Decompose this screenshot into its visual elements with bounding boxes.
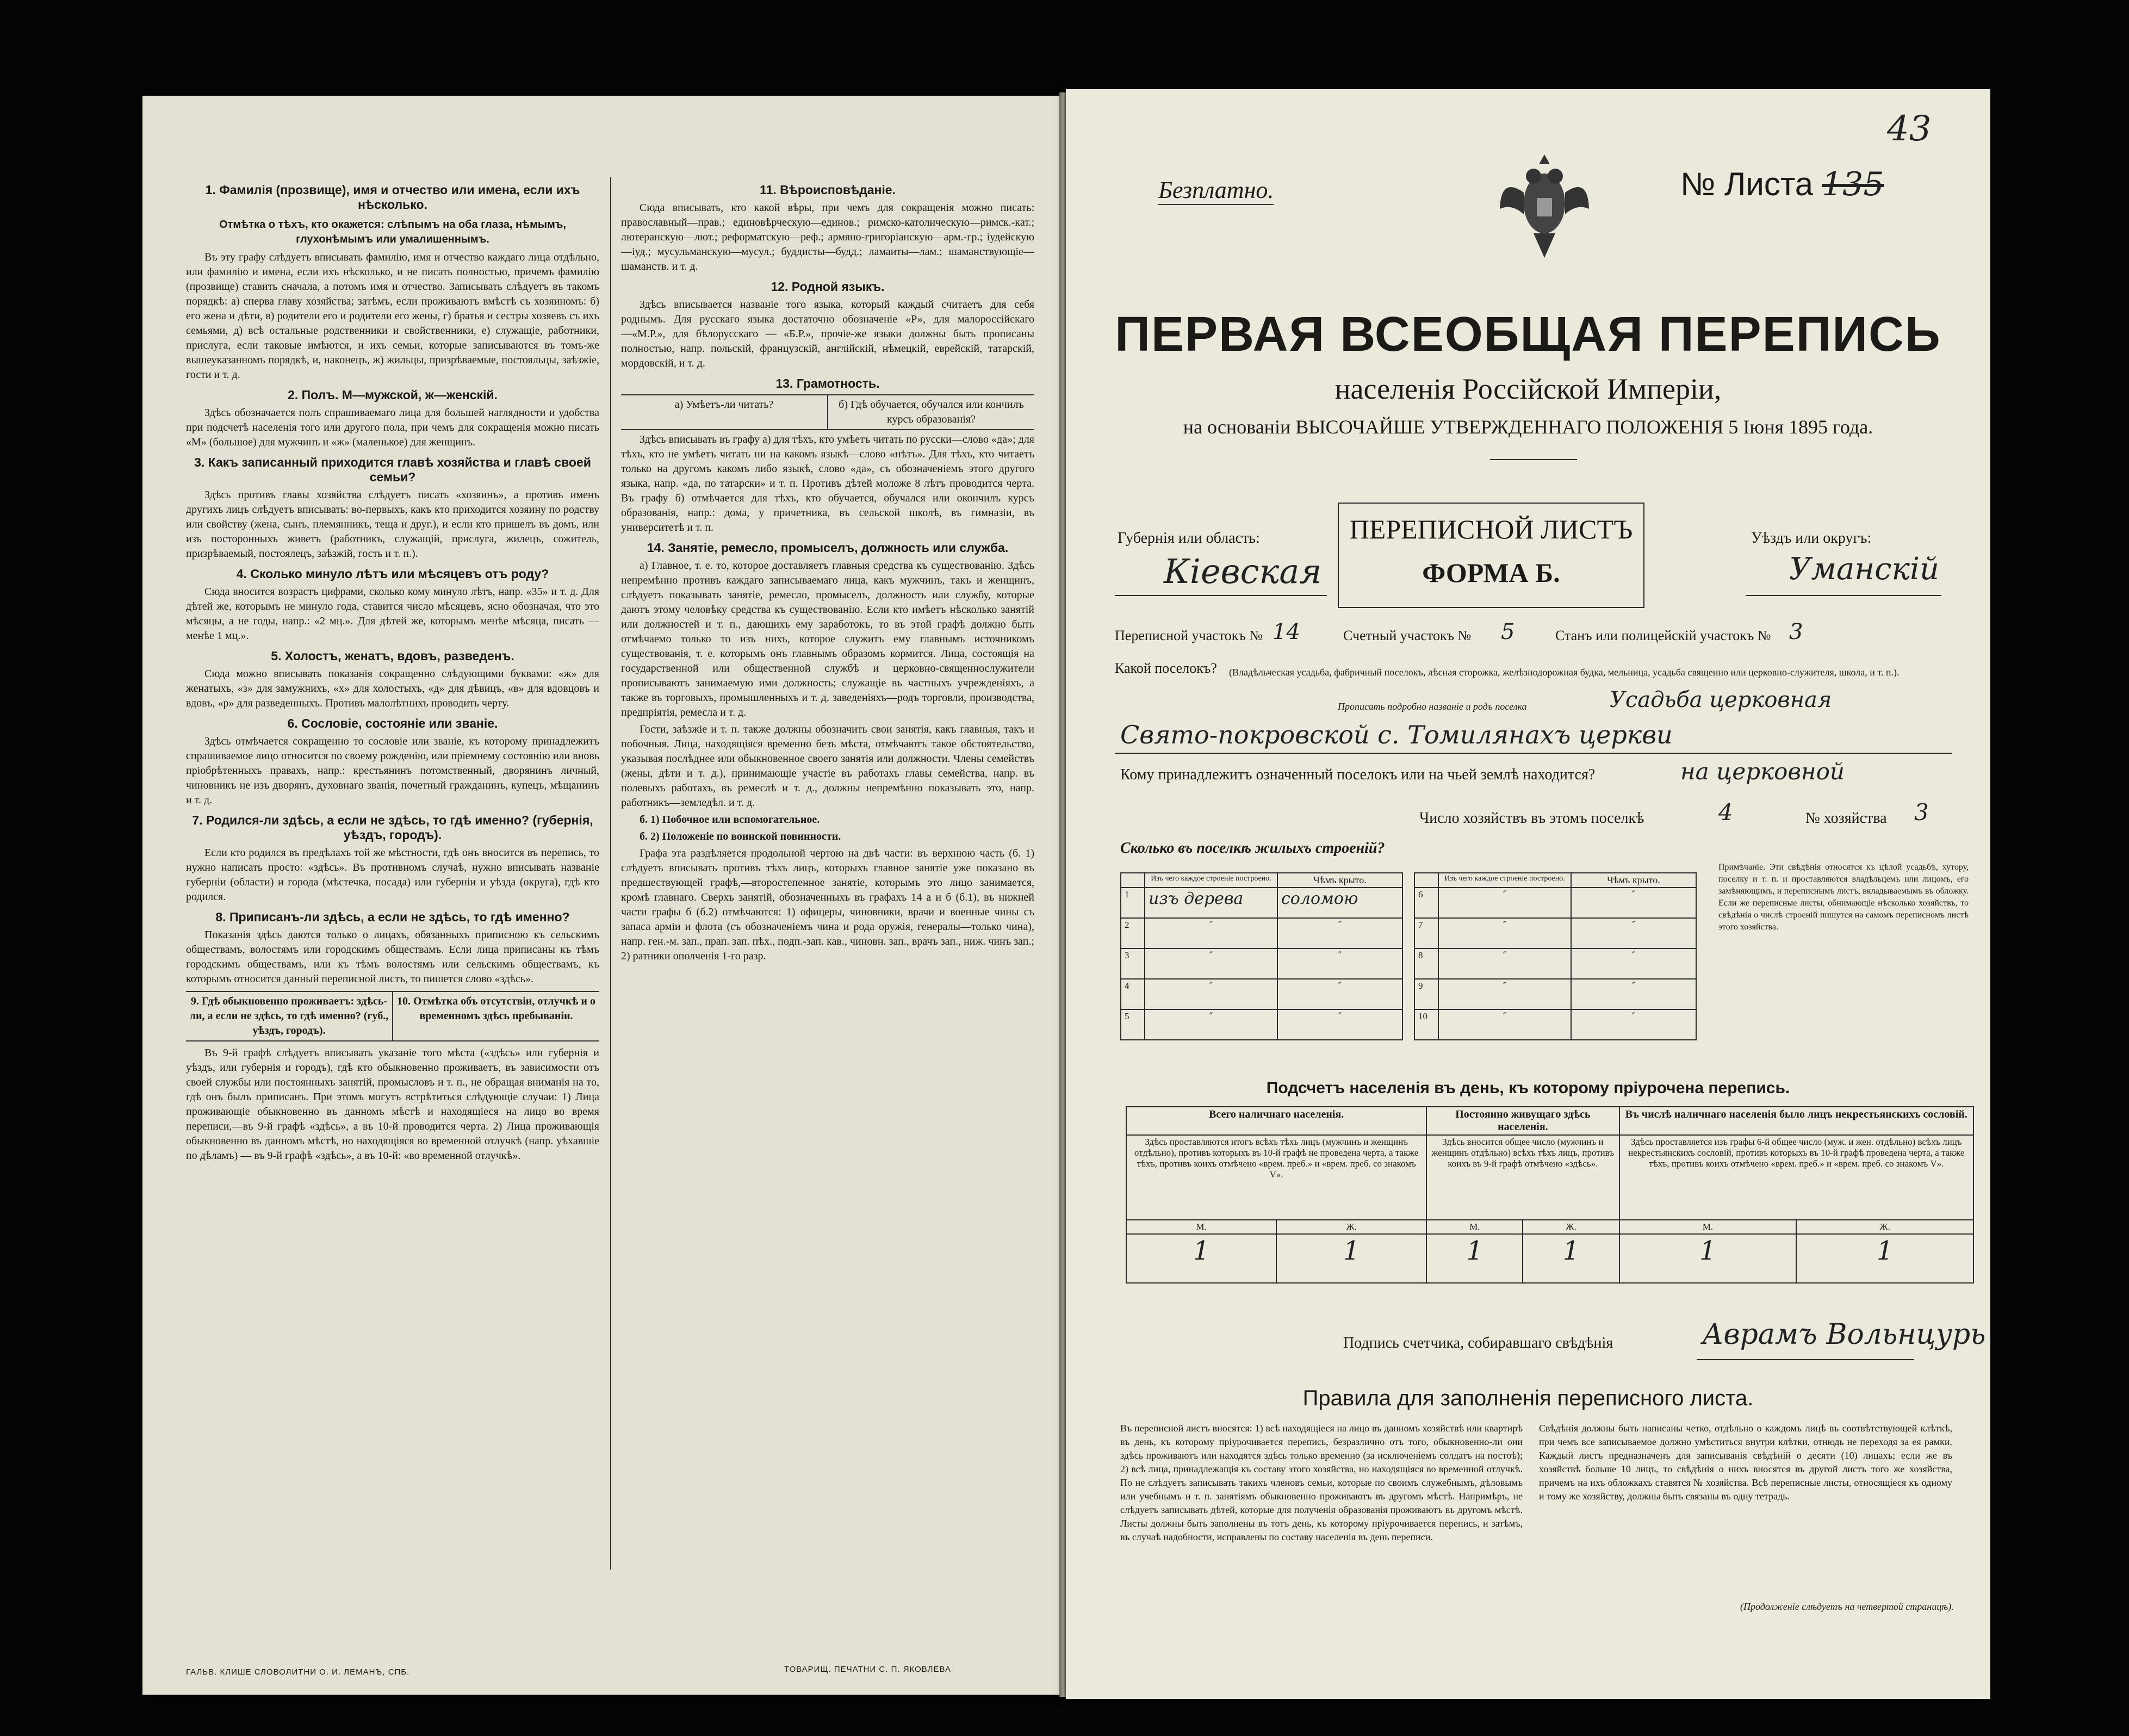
section-8-heading: 8. Приписанъ-ли здѣсь, а если не здѣсь, то гдѣ именно?	[215, 910, 570, 924]
section-1-heading: 1. Фамилія (прозвище), имя и отчество или имена, если ихъ нѣсколько.	[205, 183, 580, 212]
stan-label: Станъ или полицейскій участокъ №	[1555, 628, 1771, 643]
bld-material[interactable]: изъ дерева	[1145, 888, 1277, 918]
section-7-heading: 7. Родился-ли здѣсь, а если не здѣсь, то гдѣ именно? (губернія, уѣздъ, городъ).	[192, 813, 593, 842]
left-page-instructions	[142, 96, 1062, 1695]
bld-material[interactable]: ″	[1145, 1009, 1277, 1040]
owner-label: Кому принадлежитъ означенный поселокъ или на чьей землѣ находится?	[1120, 766, 1596, 783]
bld-roof[interactable]: ″	[1571, 1009, 1696, 1040]
instructions-column-2	[621, 177, 1034, 966]
count-desc-3: Здѣсь проставляется изъ графы 6-й общее число (муж. и жен. отдѣльно) всѣхъ лицъ некрестьянскихъ сословій, противъ которыхъ въ 10-й графѣ проведена черта, а также тѣхъ, противъ коихъ отмѣчено «врем. преб.» и «врем. преб. со знакомъ V».	[1619, 1135, 1973, 1220]
form-label: ФОРМА Б.	[1422, 557, 1560, 588]
households-value[interactable]: 4	[1718, 799, 1733, 826]
buildings-remark: Примѣчаніе. Эти свѣдѣнія относятся къ цѣлой усадьбѣ, хутору, поселку и т. п. и проставляются владѣльцемъ или лицомъ, его замѣняющимъ, и переписнымъ листъ, вкладываемымъ въ обложку. Если же переписные листы, обнимающіе нѣсколько хозяйствъ, то свѣдѣнія о числѣ строеній пишутся на самомъ переписномъ листѣ этого хозяйства.	[1718, 863, 1969, 932]
bld-material[interactable]: ″	[1145, 918, 1277, 948]
settlement-line	[1115, 753, 1952, 754]
bld-col1-header: Изъ чего каждое строеніе построено.	[1145, 873, 1277, 888]
table-row	[1414, 979, 1696, 1009]
section-13-heading: 13. Грамотность.	[775, 376, 880, 390]
sheet-number-label: № Листа	[1680, 166, 1814, 202]
households-label: Число хозяйствъ въ этомъ поселкѣ	[1419, 810, 1644, 827]
zh-label: Ж.	[1276, 1220, 1426, 1234]
rules-title: Правила для заполненія переписного листа.	[1302, 1386, 1754, 1410]
bld-material[interactable]: ″	[1438, 948, 1571, 979]
signature-line	[1697, 1359, 1914, 1360]
right-page-census-form	[1066, 89, 1990, 1699]
m-label: М.	[1426, 1220, 1523, 1234]
free-label: Безплатно.	[1158, 176, 1274, 205]
section-6-text: Здѣсь отмѣчается сокращенно то сословіе или званіе, къ которому принадлежитъ спрашиваемое лицо относится по своему рожденію, или пріемнему состоянію или вновь пріобрѣтенныхъ правахъ, напр.: крестьянинъ потомственный, дворянинъ личный, чиновникъ не изъ дворянъ, духовнаго званія, почетный гражданинъ, купецъ, мѣщанинъ и т. д.	[186, 735, 599, 806]
count-value-z-2[interactable]: 1	[1523, 1234, 1619, 1283]
table-row	[1414, 888, 1696, 918]
bld-material[interactable]: ″	[1438, 979, 1571, 1009]
count-district-label: Счетный участокъ №	[1343, 628, 1472, 643]
signature-label: Подпись счетчика, собиравшаго свѣдѣнія	[1343, 1335, 1613, 1351]
bld-row-number: 3	[1121, 948, 1145, 979]
bld-roof[interactable]: ″	[1571, 918, 1696, 948]
section-13b: б) Гдѣ обучается, обучался или кончилъ курсъ образованія?	[839, 399, 1024, 425]
section-13-text: Здѣсь вписывать въ графу а) для тѣхъ, кто умѣетъ читать по русски—слово «да»; для тѣхъ, кто не умѣетъ читать ни на какомъ языкѣ—слово «нѣтъ». Для тѣхъ, кто читаетъ только на другомъ какомъ либо языкѣ, слово «да», съ обозначеніемъ этого другого языка, напр. «да, по татарски» и т. п. Противъ дѣтей моложе 8 лѣтъ проводится черта. Въ графу б) отмѣчается для тѣхъ, кто обучается, обучался или окончилъ курсъ образованія, напр.: дома, у причетника, въ сельской школѣ, въ гимназіи, въ университетѣ и т. п.	[621, 433, 1034, 534]
bld-roof[interactable]: ″	[1277, 918, 1402, 948]
form-subtitle: населенія Россійской Имперіи,	[1334, 373, 1722, 405]
section-13-subheader	[621, 394, 1034, 430]
household-no-label: № хозяйства	[1805, 810, 1887, 827]
section-4-heading: 4. Сколько минуло лѣтъ или мѣсяцевъ отъ роду?	[236, 567, 549, 581]
bld-material[interactable]: ″	[1438, 918, 1571, 948]
table-row	[1121, 979, 1402, 1009]
section-11-text: Сюда вписывать, кто какой вѣры, при чемъ для сокращенія можно писать: православный—прав.; единовѣрческую—единов.; римско-католическую—римск.-кат.; лютеранскую—лют.; реформатскую—реф.; армяно-григоріанскую—арм.-гр.; іудейскую—іуд.; мусульманскую—мусул.; буддисты—будд.; ламаиты—лам.; шаманствующіе—шаманств. и т. д.	[621, 202, 1034, 272]
household-no-value[interactable]: 3	[1914, 799, 1929, 826]
table-row	[1414, 918, 1696, 948]
form-basis: на основаніи ВЫСОЧАЙШЕ УТВЕРЖДЕННАГО ПОЛОЖЕНІЯ 5 Іюня 1895 года.	[1183, 416, 1873, 438]
section-6-heading: 6. Сословіе, состояніе или званіе.	[287, 716, 498, 730]
settlement-hint: (Владѣльческая усадьба, фабричный поселокъ, лѣсная сторожка, желѣзнодорожная будка, мельница, усадьба священно или церковно-служителя, школа, и т. п.).	[1229, 667, 1900, 678]
uezd-value[interactable]: Уманскiй	[1789, 551, 1939, 587]
section-9-10-header	[186, 991, 599, 1041]
table-row	[1121, 948, 1402, 979]
buildings-table-left	[1120, 872, 1403, 1040]
bld-roof[interactable]: ″	[1277, 1009, 1402, 1040]
stan-value[interactable]: 3	[1789, 619, 1803, 644]
district-value[interactable]: 14	[1273, 619, 1300, 644]
section-2-text: Здѣсь обозначается полъ спрашиваемаго лица для большей наглядности и удобства при подсчетѣ населенія того или другого пола, при чемъ для сокращенія можно писать «М» (большое) для мужчинъ и «ж» (маленькое) для женщинъ.	[186, 407, 599, 448]
gubernia-label: Губернія или область:	[1118, 530, 1260, 547]
table-row	[1414, 1009, 1696, 1040]
rules-continued: (Продолженіе слѣдуетъ на четвертой страницѣ).	[1740, 1601, 1954, 1612]
section-5-text: Сюда можно вписывать показанія сокращенно слѣдующими буквами: «ж» для женатыхъ, «з» для замужнихъ, «х» для холостыхъ, «д» для дѣвицъ, «в» для вдовцовъ и вдовъ, «р» для разведенныхъ. Противъ малолѣтнихъ проводить черту.	[186, 668, 599, 709]
section-14-b2: б. 2) Положеніе по воинской повинности.	[640, 830, 841, 842]
section-10-heading: 10. Отмѣтка объ отсутствіи, отлучкѣ и о временномъ здѣсь пребываніи.	[397, 995, 595, 1022]
section-9-heading: 9. Гдѣ обыкновенно проживаетъ: здѣсь-ли, а если не здѣсь, то гдѣ именно? (губ., уѣздъ, городъ).	[186, 992, 393, 1040]
section-8-text: Показанія здѣсь даются только о лицахъ, обязанныхъ приписною къ сельскимъ обществамъ, волостямъ или городскимъ обществамъ. Если лица приписаны къ тѣмъ городскимъ обществамъ, или къ тѣмъ волостямъ или сельскимъ обществамъ, къ которымъ относится данный переписной листъ, то пишется слово «здѣсь».	[186, 929, 599, 985]
bld-col2-header: Чѣмъ крыто.	[1277, 873, 1402, 888]
imperial-eagle-icon	[1495, 144, 1593, 263]
uezd-label: Уѣздъ или округъ:	[1751, 530, 1872, 547]
bld-row-number: 7	[1414, 918, 1438, 948]
population-count-table	[1126, 1106, 1974, 1284]
bld-roof[interactable]: ″	[1277, 948, 1402, 979]
table-row	[1121, 888, 1402, 918]
sheet-number-handwritten: 43	[1887, 109, 1932, 149]
count-header-1: Всего наличнаго населенія.	[1126, 1107, 1426, 1135]
bld-row-number: 9	[1414, 979, 1438, 1009]
bld-roof[interactable]: ″	[1277, 979, 1402, 1009]
section-14-text: а) Главное, т. е. то, которое доставляетъ главныя средства къ существованію. Здѣсь непремѣнно противъ каждаго записываемаго лица, какъ мужчинъ, такъ и женщинъ, слѣдуетъ показывать занятіе, ремесло, промыселъ, должность или службу, которые даютъ этому человѣку средства къ существованію. Если кто имѣетъ нѣсколько занятій или должностей и т. п., дающихъ ему заработокъ, то въ этой графѣ должно быть отмѣчаемо только то изъ нихъ, которое служитъ ему главнымъ источникомъ существованія, т. е. которымъ онъ главнымъ образомъ кормится. Лица, состоящія на государственной или общественной службѣ и церковно-священнослужители прописываютъ занимаемую ими должность; служащіе въ частныхъ учрежденіяхъ, а также въ торговыхъ, промышленныхъ и т. д. заведеніяхъ—родъ торговли, производства, предпріятія, ремесла и т. д.	[621, 560, 1034, 718]
bld-row-number: 2	[1121, 918, 1145, 948]
settlement-label: Какой поселокъ?	[1115, 660, 1217, 676]
bld-material[interactable]: ″	[1438, 888, 1571, 918]
sheet-title: ПЕРЕПИСНОЙ ЛИСТЪ	[1349, 514, 1633, 544]
section-14-text-2: Гости, заѣзжіе и т. п. также должны обозначить свои занятія, какъ главныя, такъ и побочныя. Лица, находящіяся временно безъ мѣста, отмѣчаютъ такое обстоятельство, указывая послѣднее или обыкновенное своего занятія или должности. Члены семействъ (жены, дѣти и т. д.), принимающіе участіе въ работахъ главы семейства, напр. въ полевыхъ работахъ, въ ремеслѣ и т. д., должны непремѣнно показывать это, напр. работникъ—земледѣл. и т. д.	[621, 723, 1034, 809]
owner-value[interactable]: на церковной	[1680, 758, 1845, 785]
section-14-heading: 14. Занятіе, ремесло, промыселъ, должность или служба.	[647, 541, 1009, 555]
section-2-heading: 2. Полъ. М—мужской, ж—женскій.	[288, 388, 498, 402]
count-title: Подсчетъ населенія въ день, къ которому пріурочена перепись.	[1266, 1079, 1790, 1097]
bld-row-number: 10	[1414, 1009, 1438, 1040]
count-value-z-3[interactable]: 1	[1796, 1234, 1973, 1283]
rules-left: Въ переписной листъ вносятся: 1) всѣ находящіеся на лицо въ данномъ хозяйствѣ или квартирѣ въ день, къ которому пріурочивается перепись, безразлично отъ того, обыкновенно-ли они здѣсь проживаютъ или находятся здѣсь только временно (за исключеніемъ солдатъ на постоѣ); 2) всѣ лица, принадлежащія къ составу этого хозяйства, но находящіяся во временной отлучкѣ. По не слѣдуетъ записывать такихъ членовъ семьи, которые по своимъ служебнымъ, дѣловымъ или учебнымъ и т. п. занятіямъ обыкновенно проживаютъ въ другомъ мѣстѣ. Напримѣръ, не слѣдуетъ записывать дѣтей, которые для полученія образованія проживаютъ въ другомъ мѣстѣ. Листы должны быть заполнены въ тотъ день, къ которому пріурочивается перепись, и затѣмъ, въ случаѣ надобности, исправлены по составу населенія въ день переписи.	[1120, 1423, 1523, 1542]
bld-row-number: 4	[1121, 979, 1145, 1009]
table-row	[1121, 1009, 1402, 1040]
section-12-heading: 12. Родной языкъ.	[771, 280, 885, 294]
section-1-text: Въ эту графу слѣдуетъ вписывать фамилію, имя и отчество каждаго лица отдѣльно, или фамилію и имена, если ихъ нѣсколько, и не писать полностью, причемъ фамилію (прозвище) ставить сначала, а потомъ имя и отчество. Записывать слѣдуетъ въ такомъ порядкѣ: а) сперва главу хозяйства; затѣмъ, если проживаютъ вмѣстѣ съ хозяиномъ: б) его жена и дѣти, в) родители его и родители его жены, г) братья и сестры хозяевъ съ ихъ семьями, д) всѣ остальные родственники и свойственники, е) служащіе, работники, прислуга, если таковые имѣются, и ихъ семьи, которые записываются въ томъ-же вышеуказанномъ порядкѣ, и, наконецъ, ж) жильцы, призрѣваемые, постояльцы, заѣзжіе, гости и т. д.	[186, 251, 599, 381]
bld-row-number: 6	[1414, 888, 1438, 918]
section-4-text: Сюда вносится возрастъ цифрами, сколько кому минуло лѣтъ, напр. «35» и т. д. Для дѣтей же, которымъ не минуло года, ставится число мѣсяцевъ, ясно обозначая, что это мѣсяцы, а не годы, напр.: «2 мц.». Для дѣтей же, которымъ менѣе мѣсяца, писать —менѣе 1 мц.».	[186, 586, 599, 642]
bld-material[interactable]: ″	[1438, 1009, 1571, 1040]
column-divider	[610, 177, 611, 1570]
buildings-label: Сколько въ поселкѣ жилыхъ строеній?	[1120, 840, 1385, 857]
section-13a: а) Умѣетъ-ли читать?	[621, 395, 828, 429]
bld-roof[interactable]: ″	[1571, 979, 1696, 1009]
section-7-text: Если кто родился въ предѣлахъ той же мѣстности, гдѣ онъ вносится въ перепись, то нужно написать просто: «здѣсь». Въ противномъ случаѣ, нужно вписывать названіе губерніи (области) и города (мѣстечка, посада) или губерніи и уѣзда (округа), гдѣ кто родился.	[186, 847, 599, 903]
section-14-text-3: Графа эта раздѣляется продольной чертою на двѣ части: въ верхнюю часть (б. 1) слѣдуетъ вписывать противъ тѣхъ лицъ, которыхъ главное занятіе уже показано въ предшествующей графѣ,—второстепенное занятіе, которымъ это лицо занимается, кромѣ главнаго. Сверхъ занятій, обозначенныхъ въ графахъ 14 а и б (б.1), въ нижней части графы б (б.2) отмѣчаются: 1) офицеры, чиновники, врачи и военные чины съ запаса арміи и флота (съ обозначеніемъ чина и рода оружія, генералы—только чина), напр. ген.-м. зап., прап. зап. пѣх., подп.-зап. кав., чиновн. зап., врачъ зап., ниж. чинъ зап.; 2) ратники ополченія 1-го разр.	[621, 847, 1034, 962]
m-label: М.	[1126, 1220, 1276, 1234]
count-desc-2: Здѣсь вносится общее число (мужчинъ и женщинъ отдѣльно) всѣхъ тѣхъ лицъ, противъ коихъ въ 9-й графѣ отмѣчено «здѣсь».	[1426, 1135, 1619, 1220]
table-row	[1121, 918, 1402, 948]
count-value-z-1[interactable]: 1	[1276, 1234, 1426, 1283]
count-desc-1: Здѣсь проставляются итогъ всѣхъ тѣхъ лицъ (мужчинъ и женщинъ отдѣльно), противъ которыхъ въ 10-й графѣ не проведена черта, а также тѣхъ, противъ коихъ отмѣчено «врем. преб.» и «врем. преб. со знакомъ V».	[1126, 1135, 1426, 1220]
count-header-2: Постоянно живущаго здѣсь населенія.	[1426, 1107, 1619, 1135]
settlement-hint-2: Прописать подробно названіе и родъ поселка	[1338, 701, 1527, 712]
buildings-table-right	[1414, 872, 1697, 1040]
settlement-value[interactable]: Усадьба церковная	[1610, 687, 1832, 712]
bld-row-number: 5	[1121, 1009, 1145, 1040]
zh-label: Ж.	[1796, 1220, 1973, 1234]
form-title: ПЕРВАЯ ВСЕОБЩАЯ ПЕРЕПИСЬ	[1115, 307, 1941, 362]
section-11-heading: 11. Вѣроисповѣданіе.	[760, 183, 896, 197]
section-12-text: Здѣсь вписывается названіе того языка, который каждый считаетъ для себя роднымъ. Для русскаго языка достаточно обозначеніе «Р», для малороссійскаго—«М.Р.», для бѣлорусскаго — «Б.Р.», прочіе-же языки должны быть прописаны полностью, напр. польскій, французскій, англійскій, нѣмецкій, еврейскій, татарскій, мордовскій, и т. д.	[621, 299, 1034, 369]
section-3-heading: 3. Какъ записанный приходится главѣ хозяйства и главѣ своей семьи?	[194, 455, 591, 484]
bld-material[interactable]: ″	[1145, 979, 1277, 1009]
district-label: Переписной участокъ №	[1115, 628, 1263, 643]
bld-row-number: 1	[1121, 888, 1145, 918]
settlement-value-2[interactable]: Свято-покровской с. Томилянахъ церкви	[1120, 720, 1673, 749]
gubernia-line	[1115, 595, 1327, 596]
bld-roof[interactable]: соломою	[1277, 888, 1402, 918]
section-5-heading: 5. Холостъ, женатъ, вдовъ, разведенъ.	[271, 649, 514, 663]
zh-label: Ж.	[1523, 1220, 1619, 1234]
uezd-line	[1746, 595, 1941, 596]
instructions-column-1	[186, 177, 599, 1165]
signature-value[interactable]: Аврамъ Вольнцурь	[1702, 1318, 1986, 1351]
bld-row-number: 8	[1414, 948, 1438, 979]
divider	[1490, 459, 1577, 460]
bld-col1-header-2: Изъ чего каждое строеніе построено.	[1438, 873, 1571, 888]
count-header-3: Въ числѣ наличнаго населенія было лицъ некрестьянскихъ сословій.	[1619, 1107, 1973, 1135]
section-3-text: Здѣсь противъ главы хозяйства слѣдуетъ писать «хозяинъ», а противъ именъ другихъ лицъ слѣдуетъ вписывать: во-первыхъ, какъ кто приходится хозяину по родству или свойству (жена, сынъ, племянникъ, теща и друг.), и если кто пришелъ въ домъ, или изъ посторонныхъ живетъ (работникъ, служащій, прислуга, жилецъ, сожитель, призрѣваемый, постоялецъ, заѣзжій, гость и т. п.).	[186, 489, 599, 560]
section-14-b1: б. 1) Побочное или вспомогательное.	[640, 814, 820, 826]
left-footer-2: ТОВАРИЩ. ПЕЧАТНИ С. П. ЯКОВЛЕВА	[784, 1665, 951, 1674]
count-value-m-2[interactable]: 1	[1426, 1234, 1523, 1283]
bld-roof[interactable]: ″	[1571, 948, 1696, 979]
m-label: М.	[1619, 1220, 1797, 1234]
count-value-m-1[interactable]: 1	[1126, 1234, 1276, 1283]
rules-right: Свѣдѣнія должны быть написаны четко, отдѣльно о каждомъ лицѣ въ соотвѣтствующей клѣткѣ, при чемъ все записываемое должно умѣститься внутри клѣтки, отнюдь не переходя за ея рамки. Каждый листъ предназначенъ для записыванія свѣдѣній о десяти (10) лицахъ; если же въ хозяйствѣ больше 10 лицъ, то свѣдѣнія о нихъ вносятся въ другой листъ того же хозяйства, причемъ на ихъ обложкахъ ставятся № хозяйства. Всѣ переписные листы, относящіеся къ одному и тому же хозяйству, должны быть связаны въ одну тетрадь.	[1539, 1423, 1952, 1502]
table-row	[1414, 948, 1696, 979]
sheet-number-crossed: 135	[1822, 165, 1884, 203]
count-value-m-3[interactable]: 1	[1619, 1234, 1797, 1283]
bld-col2-header-2: Чѣмъ крыто.	[1571, 873, 1696, 888]
count-district-value[interactable]: 5	[1501, 619, 1515, 644]
section-1-subheading: Отмѣтка о тѣхъ, кто окажется: слѣпымъ на оба глаза, нѣмымъ, глухонѣмымъ или умалишеннымъ.	[219, 219, 566, 245]
left-footer-1: ГАЛЬВ. КЛИШЕ СЛОВОЛИТНИ О. И. ЛЕМАНЪ, СПБ.	[186, 1667, 410, 1677]
section-9-text: Въ 9-й графѣ слѣдуетъ вписывать указаніе того мѣста («здѣсь» или губернія и уѣздъ, или губернія и городъ), гдѣ кто обыкновенно проживаетъ, въ зависимости отъ своей службы или постоянныхъ занятій, промысловъ и т. п., не обращая вниманія на то, гдѣ онъ былъ приписанъ. При этомъ могутъ встрѣтиться слѣдующіе случаи: 1) Лица проживающіе обыкновенно въ данномъ мѣстѣ и находящіеся на лицо во время переписи,—въ 9-й графѣ «здѣсь», а въ 10-й проводится черта. 2) Лица проживающія обыкновенно въ данномъ мѣстѣ, но находящіяся во временной отлучкѣ (напр. уѣхавшіе по дѣламъ) — въ 9-й графѣ «здѣсь», а въ 10-й: «во временной отлучкѣ».	[186, 1047, 599, 1162]
bld-roof[interactable]: ″	[1571, 888, 1696, 918]
gubernia-value[interactable]: Кiевская	[1164, 551, 1322, 591]
bld-material[interactable]: ″	[1145, 948, 1277, 979]
